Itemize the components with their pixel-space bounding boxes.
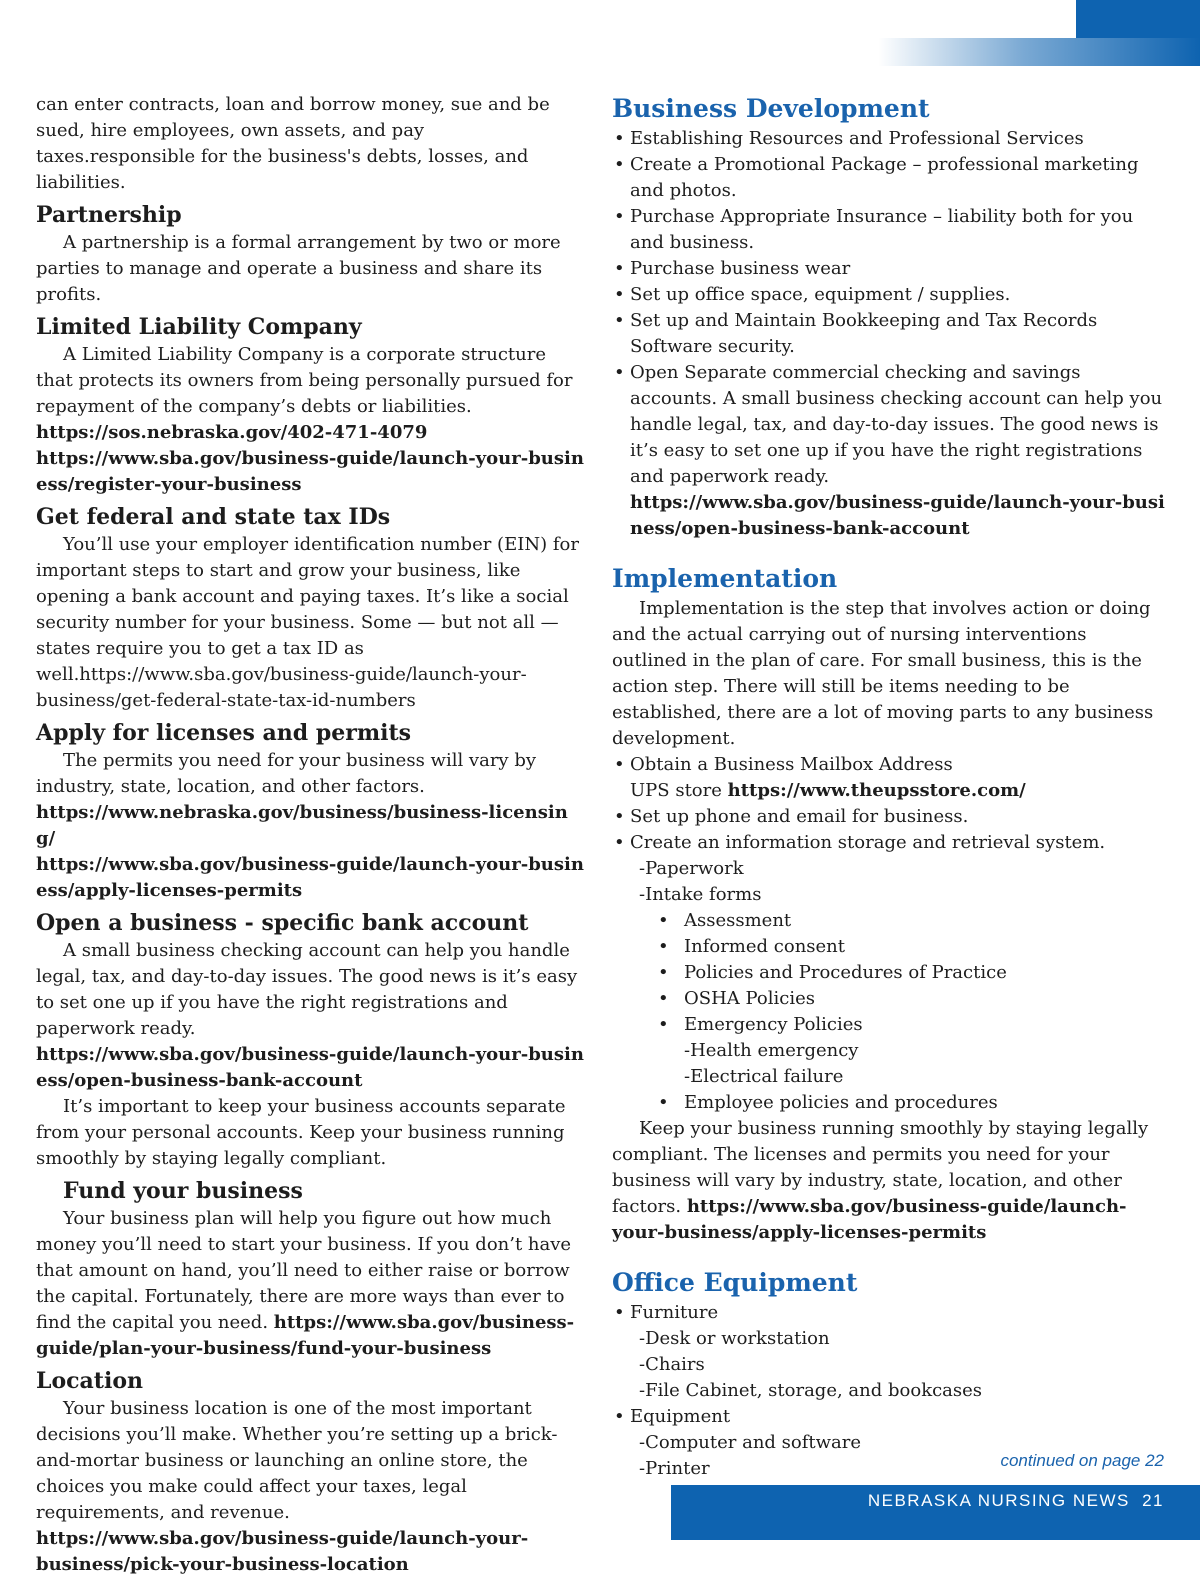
list-item: • Set up and Maintain Bookkeeping and Tax Records Software security. (612, 308, 1167, 360)
right-column (612, 92, 1167, 1482)
footer-bar (671, 1485, 1200, 1540)
electrical-failure-line: -Electrical failure (684, 1066, 844, 1087)
partnership-text: A partnership is a formal arrangement by two or more parties to manage and operate a business and share its profits. (36, 232, 561, 305)
llc-text: A Limited Liability Company is a corporate structure that protects its owners from being personally pursued for repayment of the company’s debts or liabilities. (36, 344, 573, 417)
fund-heading: Fund your business (63, 1178, 303, 1204)
business-development-heading: Business Development (612, 94, 930, 123)
implementation-text: Implementation is the step that involves action or doing and the actual carrying out of nursing interventions outlined in the plan of care. For small business, this is the action step. There will still be items needing to be established, there are a lot of moving parts to any business development. (612, 598, 1154, 749)
list-item: • Create an information storage and retrieval system. (612, 830, 1167, 856)
left-column (36, 92, 584, 1578)
licenses-text: The permits you need for your business will vary by industry, state, location, and other factors. (36, 750, 537, 797)
list-item: • Set up phone and email for business. (612, 804, 1167, 830)
ups-store-link[interactable]: https://www.theupsstore.com/ (727, 780, 1026, 801)
open-bank-account-link-right[interactable]: https://www.sba.gov/business-guide/launch-your-business/open-business-bank-account (630, 492, 1165, 539)
continued-note: continued on page 22 (1000, 1451, 1164, 1470)
intake-forms-list (612, 908, 1167, 1038)
licenses-heading: Apply for licenses and permits (36, 720, 411, 746)
page-number: 21 (1142, 1491, 1164, 1510)
implementation-heading: Implementation (612, 564, 838, 593)
open-bank-account-link[interactable]: https://www.sba.gov/business-guide/launch-your-business/open-business-bank-account (36, 1044, 584, 1091)
list-item: • Emergency Policies (684, 1012, 1167, 1038)
bank-account-text: A small business checking account can help you handle legal, tax, and day-to-day issues. The good news is it’s easy to set one up if you have the right registrations and paperwork ready. (36, 940, 578, 1039)
partnership-heading: Partnership (36, 202, 182, 228)
list-item: • Set up office space, equipment / supplies. (612, 282, 1167, 308)
header-gradient-bar (878, 38, 1200, 66)
list-item-accounts (612, 360, 1167, 542)
list-item: • Furniture (612, 1300, 1167, 1326)
equipment-list (612, 1404, 1167, 1430)
implementation-closing (612, 1116, 1167, 1246)
employee-policies-list (612, 1090, 1167, 1116)
location-body: Your business location is one of the most important decisions you’ll make. Whether you’re setting up a brick-and-mortar business or launching an online store, the choices you make could affect your taxes, legal requirements, and revenue. (36, 1398, 558, 1523)
ups-prefix: UPS store (630, 780, 722, 801)
list-item: • Employee policies and procedures (684, 1090, 1167, 1116)
register-business-link[interactable]: https://www.sba.gov/business-guide/launch-your-business/register-your-business (36, 448, 584, 495)
list-item: • Create a Promotional Package – professional marketing and photos. (612, 152, 1167, 204)
bank-account-heading: Open a business - specific bank account (36, 910, 529, 936)
list-item: • Assessment (684, 908, 1167, 934)
publication-name: NEBRASKA NURSING NEWS (867, 1491, 1130, 1510)
furniture-item: -Chairs (639, 1354, 705, 1375)
corner-accent-block (1076, 0, 1200, 38)
nebraska-licensing-link[interactable]: https://www.nebraska.gov/business/business-licensing/ (36, 802, 568, 849)
list-item (612, 752, 1167, 804)
equipment-item: -Computer and software (639, 1432, 862, 1453)
equipment-item: -Printer (639, 1458, 710, 1479)
tax-ids-text: You’ll use your employer identification number (EIN) for important steps to start and grow your business, like opening a bank account and paying taxes. It’s like a social security number for your business. Some — but not all — states require you to get a tax ID as well.https://www.sba.gov/business-guide/launch-your-business/get-federal-state-tax-id-numbers (36, 534, 579, 711)
bank-account-text-2: It’s important to keep your business accounts separate from your personal accounts. Keep your business running smoothly by staying legally compliant. (36, 1096, 566, 1169)
location-text (36, 1396, 584, 1578)
tax-ids-heading: Get federal and state tax IDs (36, 504, 391, 530)
furniture-list (612, 1300, 1167, 1326)
llc-heading: Limited Liability Company (36, 314, 362, 340)
list-item: • Purchase Appropriate Insurance – liability both for you and business. (612, 204, 1167, 256)
intro-paragraph: can enter contracts, loan and borrow money, sue and be sued, hire employees, own assets, and pay taxes.responsible for the business's debts, losses, and liabilities. (36, 94, 550, 193)
office-equipment-heading: Office Equipment (612, 1268, 858, 1297)
accounts-text: Open Separate commercial checking and savings accounts. A small business checking account can help you handle legal, tax, and day-to-day issues. The good news is it’s easy to set one up if you have the right registrations and paperwork ready. (630, 362, 1163, 487)
list-item: • Equipment (612, 1404, 1167, 1430)
implementation-list (612, 752, 1167, 856)
health-emergency-line: -Health emergency (684, 1040, 859, 1061)
furniture-item: -File Cabinet, storage, and bookcases (639, 1380, 983, 1401)
sos-nebraska-link[interactable]: https://sos.nebraska.gov/402-471-4079 (36, 422, 428, 443)
apply-licenses-link-right[interactable]: https://www.sba.gov/business-guide/launch-your-business/apply-licenses-permits (612, 1196, 1127, 1243)
pick-location-link[interactable]: https://www.sba.gov/business-guide/launch-your-business/pick-your-business-location (36, 1528, 529, 1575)
mailbox-item: Obtain a Business Mailbox Address (630, 754, 953, 775)
list-item: • Establishing Resources and Professional Services (612, 126, 1167, 152)
list-item: • Policies and Procedures of Practice (684, 960, 1167, 986)
location-heading: Location (36, 1368, 143, 1394)
fund-business-link[interactable]: https://www.sba.gov/business-guide/plan-your-business/fund-your-business (36, 1312, 575, 1359)
list-item: • Purchase business wear (612, 256, 1167, 282)
closing-body: Keep your business running smoothly by staying legally compliant. The licenses and permits you need for your business will vary by industry, state, location, and other factors. (612, 1118, 1149, 1217)
list-item: • Informed consent (684, 934, 1167, 960)
fund-body: Your business plan will help you figure out how much money you’ll need to start your business. If you don’t have that amount on hand, you’ll need to either raise or borrow the capital. Fortunately, there are more ways than ever to find the capital you need. (36, 1208, 572, 1333)
apply-licenses-link[interactable]: https://www.sba.gov/business-guide/launch-your-business/apply-licenses-permits (36, 854, 584, 901)
list-item: • OSHA Policies (684, 986, 1167, 1012)
intake-line: -Intake forms (639, 884, 762, 905)
fund-text (36, 1206, 584, 1362)
furniture-item: -Desk or workstation (639, 1328, 830, 1349)
business-development-list (612, 126, 1167, 542)
paperwork-line: -Paperwork (639, 858, 744, 879)
